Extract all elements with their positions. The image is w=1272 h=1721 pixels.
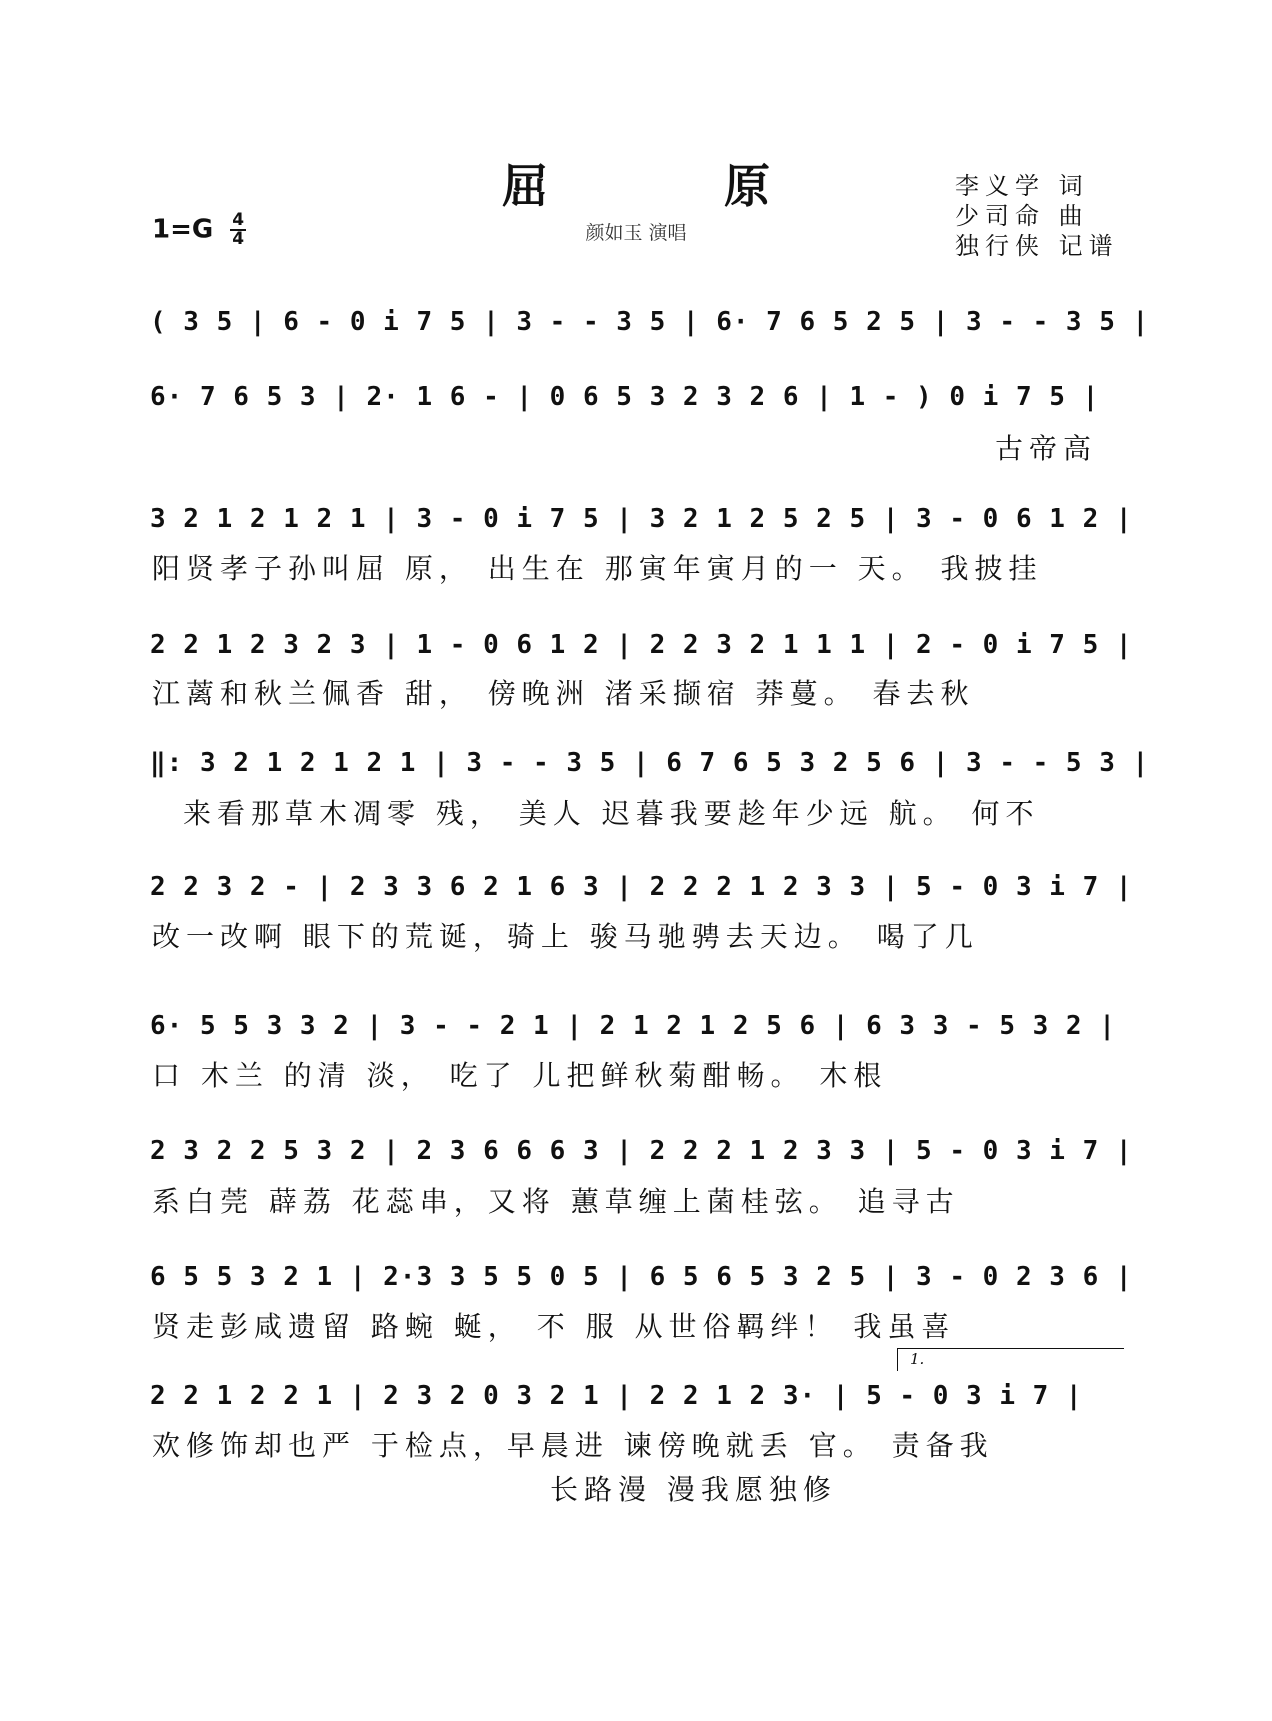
time-signature-bottom: 4 [232,229,245,249]
notation-line-7: 6· 5 5 3 3 2 | 3 - - 2 1 | 2 1 2 1 2 5 6 | 6 3 3 - 5 3 2 | [150,1011,1116,1041]
lyrics-line-9: 贤走彭咸遗留 路蜿 蜒， 不 服 从世俗羁绊！ 我虽喜 [152,1310,956,1343]
lyrics-line-10: 欢修饰却也严 于检点，早晨进 谏傍晚就丢 官。 责备我 [152,1429,994,1462]
time-signature [230,212,246,248]
notation-line-4: 2 2 1 2 3 2 3 | 1 - 0 6 1 2 | 2 2 3 2 1 1 1 | 2 - 0 i 7 5 | [150,630,1133,660]
key-label: 1=G [152,214,214,245]
lyrics-line-5: 来看那草木凋零 残， 美人 迟暮我要趁年少远 航。 何不 [183,797,1040,830]
notation-line-8: 2 3 2 2 5 3 2 | 2 3 6 6 6 3 | 2 2 2 1 2 3 3 | 5 - 0 3 i 7 | [150,1136,1133,1166]
volta-bracket [897,1348,1124,1371]
notation-line-3: 3 2 1 2 1 2 1 | 3 - 0 i 7 5 | 3 2 1 2 5 2 5 | 3 - 0 6 1 2 | [150,504,1133,534]
lyrics-line-3: 阳贤孝子孙叫屈 原， 出生在 那寅年寅月的一 天。 我披挂 [152,552,1043,585]
volta-label: 1. [910,1350,925,1368]
lyricist-credit: 李义学 词 [955,172,1089,200]
notation-line-9: 6 5 5 3 2 1 | 2·3 3 5 5 0 5 | 6 5 6 5 3 2 5 | 3 - 0 2 3 6 | [150,1262,1133,1292]
lyrics-line-6: 改一改啊 眼下的荒诞，骑上 骏马驰骋去天边。 喝了几 [152,920,979,953]
transcriber-credit: 独行侠 记谱 [955,232,1119,260]
key-signature [152,212,246,248]
time-signature-top: 4 [232,210,245,230]
composer-credit: 少司命 曲 [955,202,1089,230]
lyrics-line-4: 江蓠和秋兰佩香 甜， 傍晚洲 渚采撷宿 莽蔓。 春去秋 [152,677,975,710]
lyrics-line-7: 口 木兰 的清 淡， 吃了 儿把鲜秋菊酣畅。 木根 [152,1059,888,1092]
notation-line-1: ( 3 5 | 6 - 0 i 7 5 | 3 - - 3 5 | 6· 7 6 5 2 5 | 3 - - 3 5 | [150,307,1150,337]
song-title: 屈 原 [501,159,850,213]
notation-line-10: 2 2 1 2 2 1 | 2 3 2 0 3 2 1 | 2 2 1 2 3· | 5 - 0 3 i 7 | [150,1381,1083,1411]
singer-credit: 颜如玉 演唱 [585,222,687,244]
lyrics-line-8: 系白莞 薜荔 花蕊串，又将 蕙草缠上菌桂弦。 追寻古 [152,1185,960,1218]
notation-line-2: 6· 7 6 5 3 | 2· 1 6 - | 0 6 5 3 2 3 2 6 | 1 - ) 0 i 7 5 | [150,382,1100,412]
lyrics-line-2: 古帝高 [995,432,1098,465]
lyrics-line-10-second-verse: 长路漫 漫我愿独修 [550,1473,837,1506]
notation-line-5: ‖: 3 2 1 2 1 2 1 | 3 - - 3 5 | 6 7 6 5 3 2 5 6 | 3 - - 5 3 | [150,748,1150,778]
notation-line-6: 2 2 3 2 - | 2 3 3 6 2 1 6 3 | 2 2 2 1 2 3 3 | 5 - 0 3 i 7 | [150,872,1133,902]
